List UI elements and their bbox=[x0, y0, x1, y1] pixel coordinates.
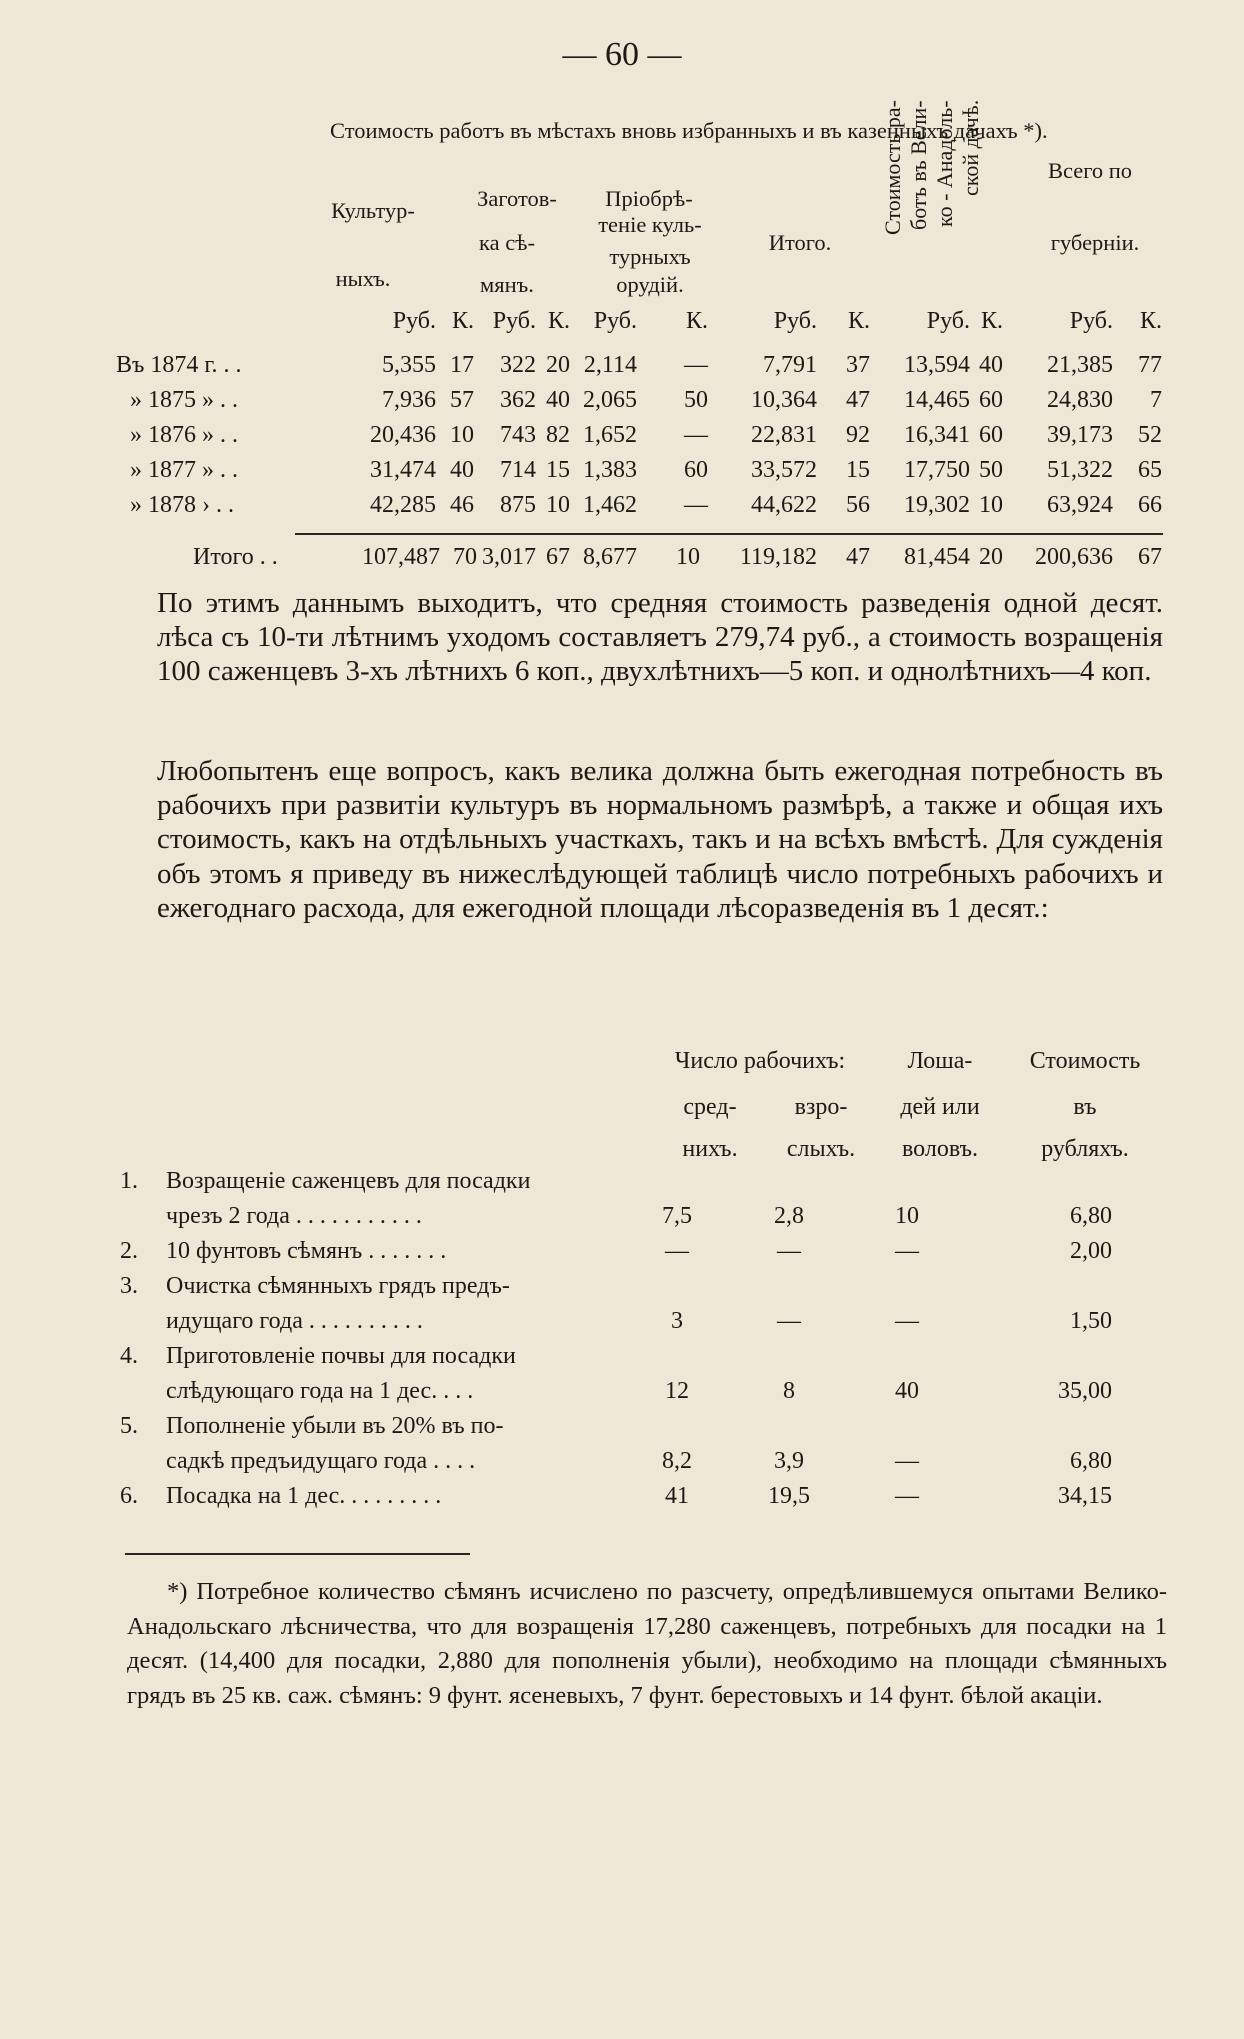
t2-row-label: Приготовленіе почвы для посадки bbox=[166, 1343, 516, 1369]
table1-cell: 47 bbox=[846, 387, 870, 413]
table1-cell: 15 bbox=[846, 457, 870, 483]
table1-cell: 46 bbox=[450, 492, 474, 518]
col-header-tools-d: орудій. bbox=[616, 272, 684, 297]
unit-rub: Руб. bbox=[926, 308, 970, 334]
table1-group-header: Стоимость работъ въ мѣстахъ вновь избранныхъ и въ казенныхъ дачахъ *). bbox=[330, 118, 1048, 143]
col-header-cultures-a: Культур- bbox=[331, 198, 415, 223]
t2-row-label-cont: садкѣ предъидущаго года . . . . bbox=[166, 1448, 476, 1474]
total-cell: 3,017 bbox=[482, 544, 536, 570]
t2-value-cell: — bbox=[777, 1238, 801, 1264]
table1-cell: 39,173 bbox=[1047, 422, 1113, 448]
unit-kop: К. bbox=[847, 308, 870, 334]
t2-header-horses-c: воловъ. bbox=[902, 1136, 978, 1162]
t2-value-cell: 34,15 bbox=[1058, 1483, 1112, 1509]
t2-value-cell: 2,8 bbox=[774, 1203, 804, 1229]
table1-cell: 7 bbox=[1150, 387, 1162, 413]
t2-row-number: 1. bbox=[120, 1168, 138, 1194]
table1-cell: — bbox=[684, 492, 708, 518]
t2-value-cell: 2,00 bbox=[1070, 1238, 1112, 1264]
row-year-label: » 1875 » . . bbox=[130, 387, 238, 413]
t2-value-cell: 19,5 bbox=[768, 1483, 810, 1509]
total-cell: 20 bbox=[979, 544, 1003, 570]
table1-cell: 40 bbox=[979, 352, 1003, 378]
t2-value-cell: — bbox=[895, 1238, 919, 1264]
col-header-seeds-c: мянъ. bbox=[480, 272, 534, 297]
table1-cell: 15 bbox=[546, 457, 570, 483]
table1-cell: 875 bbox=[500, 492, 536, 518]
t2-row-label: Посадка на 1 дес. . . . . . . . . bbox=[166, 1483, 442, 1509]
unit-rub: Руб. bbox=[593, 308, 637, 334]
footnote-separator bbox=[125, 1553, 470, 1555]
t2-header-cost-a: Стоимость bbox=[1029, 1048, 1141, 1074]
table1-cell: 40 bbox=[450, 457, 474, 483]
t2-header-horses-a: Лоша- bbox=[907, 1048, 973, 1074]
t2-header-horses-b: дей или bbox=[900, 1094, 980, 1120]
table1-cell: 24,830 bbox=[1047, 387, 1113, 413]
footnote-text: *) Потребное количество сѣмянъ исчислено по разсчету, опредѣлившемуся опытами Велико-Анадольскаго лѣсничества, что для возращенія 17,280 саженцевъ, потребныхъ для посадки на 1 десят. (14,400 для посадки, 2,880 для пополненія убыли), необходимо на площади сѣмянныхъ грядъ въ 25 кв. саж. сѣмянъ: 9 фунт. ясеневыхъ, 7 фунт. берестовыхъ и 14 фунт. бѣлой акаціи. bbox=[127, 1578, 1167, 1709]
paragraph-1 bbox=[157, 586, 1163, 689]
t2-row-label: Очистка сѣмянныхъ грядъ предъ- bbox=[166, 1273, 510, 1299]
table1-cell: 42,285 bbox=[370, 492, 436, 518]
footnote bbox=[127, 1575, 1167, 1713]
table1-cell: 37 bbox=[846, 352, 870, 378]
table1-cell: 322 bbox=[500, 352, 536, 378]
table1-cell: 20,436 bbox=[370, 422, 436, 448]
col-header-anadol-d: ской дачѣ. bbox=[958, 100, 983, 197]
table1-cell: 50 bbox=[684, 387, 708, 413]
t2-header-cost-b: въ bbox=[1073, 1094, 1097, 1120]
row-year-label: » 1878 › . . bbox=[130, 492, 234, 518]
table1-cell: 21,385 bbox=[1047, 352, 1113, 378]
t2-header-workers: Число рабочихъ: bbox=[674, 1048, 846, 1074]
table1-cell: 10 bbox=[979, 492, 1003, 518]
table1-sum-rule bbox=[295, 533, 1163, 535]
row-year-label: » 1877 » . . bbox=[130, 457, 238, 483]
unit-kop: К. bbox=[451, 308, 474, 334]
table1-cell: — bbox=[684, 352, 708, 378]
t2-value-cell: — bbox=[895, 1483, 919, 1509]
total-cell: 119,182 bbox=[739, 544, 817, 570]
t2-value-cell: — bbox=[895, 1308, 919, 1334]
table1-cell: 19,302 bbox=[904, 492, 970, 518]
t2-value-cell: 3,9 bbox=[774, 1448, 804, 1474]
table1-cell: 60 bbox=[684, 457, 708, 483]
t2-row-number: 6. bbox=[120, 1483, 138, 1509]
table1-cell: 14,465 bbox=[904, 387, 970, 413]
row-year-label: Въ 1874 г. . . bbox=[116, 352, 242, 378]
col-header-anadol-b: ботъ въ Вели- bbox=[906, 100, 931, 230]
t2-value-cell: 10 bbox=[895, 1203, 919, 1229]
total-cell: 8,677 bbox=[583, 544, 637, 570]
table1-cell: 33,572 bbox=[751, 457, 817, 483]
table1-cell: 2,114 bbox=[583, 352, 637, 378]
paragraph-2-text: Любопытенъ еще вопросъ, какъ велика должна быть ежегодная потребность въ рабочихъ при развитіи культуръ въ нормальномъ размѣрѣ, а также и общая ихъ стоимость, какъ на отдѣльныхъ участкахъ, такъ и на всѣхъ вмѣстѣ. Для сужденія объ этомъ я приведу въ нижеслѣдующей таблицѣ число потребныхъ рабочихъ и ежегоднаго расхода, для ежегодной площади лѣсоразведенія въ 1 десят.: bbox=[157, 755, 1163, 924]
table1-cell: 714 bbox=[500, 457, 536, 483]
table1-cell: 44,622 bbox=[751, 492, 817, 518]
table1-cell: 10 bbox=[450, 422, 474, 448]
table1-cell: 10,364 bbox=[751, 387, 817, 413]
t2-value-cell: 8 bbox=[783, 1378, 795, 1404]
col-header-tools-b: теніе куль- bbox=[598, 212, 702, 237]
table1-cell: 16,341 bbox=[904, 422, 970, 448]
t2-row-number: 4. bbox=[120, 1343, 138, 1369]
t2-value-cell: 8,2 bbox=[662, 1448, 692, 1474]
table1-cell: 17,750 bbox=[904, 457, 970, 483]
table1-cell: 2,065 bbox=[583, 387, 637, 413]
page-number: — 60 — bbox=[562, 36, 682, 73]
t2-value-cell: 6,80 bbox=[1070, 1448, 1112, 1474]
total-cell: 67 bbox=[546, 544, 570, 570]
table1-cell: 1,652 bbox=[583, 422, 637, 448]
t2-row-number: 2. bbox=[120, 1238, 138, 1264]
unit-kop: К. bbox=[685, 308, 708, 334]
total-label: Итого . . bbox=[193, 544, 278, 570]
t2-value-cell: 35,00 bbox=[1058, 1378, 1112, 1404]
col-header-anadol-a: Стоимость ра- bbox=[880, 100, 905, 235]
total-cell: 67 bbox=[1138, 544, 1162, 570]
total-cell: 81,454 bbox=[904, 544, 970, 570]
unit-rub: Руб. bbox=[1069, 308, 1113, 334]
unit-kop: К. bbox=[980, 308, 1003, 334]
total-cell: 107,487 bbox=[362, 544, 440, 570]
col-header-total: Итого. bbox=[768, 230, 832, 255]
table1-cell: 31,474 bbox=[370, 457, 436, 483]
t2-row-number: 5. bbox=[120, 1413, 138, 1439]
unit-kop: К. bbox=[547, 308, 570, 334]
row-year-label: » 1876 » . . bbox=[130, 422, 238, 448]
col-header-seeds-a: Заготов- bbox=[477, 186, 557, 211]
col-header-tools-a: Пріобрѣ- bbox=[605, 186, 693, 211]
t2-row-label-cont: чрезъ 2 года . . . . . . . . . . . bbox=[166, 1203, 422, 1229]
col-header-province-b: губерніи. bbox=[1050, 230, 1140, 255]
t2-value-cell: — bbox=[895, 1448, 919, 1474]
t2-value-cell: 12 bbox=[665, 1378, 689, 1404]
t2-header-mid-a: сред- bbox=[683, 1094, 737, 1120]
table1-cell: 63,924 bbox=[1047, 492, 1113, 518]
total-cell: 70 bbox=[453, 544, 477, 570]
table1-cell: 1,462 bbox=[583, 492, 637, 518]
table1-cell: 56 bbox=[846, 492, 870, 518]
table1-cell: 52 bbox=[1138, 422, 1162, 448]
table1-cell: 13,594 bbox=[904, 352, 970, 378]
t2-header-adult-a: взро- bbox=[794, 1094, 848, 1120]
t2-header-adult-b: слыхъ. bbox=[786, 1136, 856, 1162]
table1-cell: 20 bbox=[546, 352, 570, 378]
table1-cell: 7,791 bbox=[763, 352, 817, 378]
table1-cell: 50 bbox=[979, 457, 1003, 483]
t2-value-cell: — bbox=[777, 1308, 801, 1334]
t2-header-mid-b: нихъ. bbox=[682, 1136, 738, 1162]
col-header-seeds-b: ка сѣ- bbox=[479, 230, 535, 255]
table1-cell: 82 bbox=[546, 422, 570, 448]
col-header-tools-c: турныхъ bbox=[609, 244, 691, 269]
t2-value-cell: 3 bbox=[671, 1308, 683, 1334]
t2-value-cell: 6,80 bbox=[1070, 1203, 1112, 1229]
col-header-province-a: Всего по bbox=[1047, 158, 1133, 183]
unit-rub: Руб. bbox=[492, 308, 536, 334]
t2-value-cell: 40 bbox=[895, 1378, 919, 1404]
table1-cell: 40 bbox=[546, 387, 570, 413]
table1-cell: 65 bbox=[1138, 457, 1162, 483]
t2-value-cell: 7,5 bbox=[662, 1203, 692, 1229]
t2-row-label: 10 фунтовъ сѣмянъ . . . . . . . bbox=[166, 1238, 447, 1264]
t2-row-label: Пополненіе убыли въ 20% въ по- bbox=[166, 1413, 504, 1439]
table1-cell: 77 bbox=[1138, 352, 1162, 378]
t2-row-label-cont: слѣдующаго года на 1 дес. . . . bbox=[166, 1378, 474, 1404]
table1-cell: 22,831 bbox=[751, 422, 817, 448]
total-cell: 47 bbox=[846, 544, 870, 570]
table1-cell: 66 bbox=[1138, 492, 1162, 518]
table1-cell: 57 bbox=[450, 387, 474, 413]
table1-cell: 1,383 bbox=[583, 457, 637, 483]
t2-row-number: 3. bbox=[120, 1273, 138, 1299]
table1-cell: 5,355 bbox=[382, 352, 436, 378]
t2-row-label-cont: идущаго года . . . . . . . . . . bbox=[166, 1308, 423, 1334]
col-header-anadol-c: ко - Анадоль- bbox=[932, 100, 957, 227]
paragraph-2 bbox=[157, 754, 1163, 925]
table1-cell: 51,322 bbox=[1047, 457, 1113, 483]
table1-cell: 60 bbox=[979, 422, 1003, 448]
unit-kop: К. bbox=[1139, 308, 1162, 334]
table1-cell: 92 bbox=[846, 422, 870, 448]
total-cell: 200,636 bbox=[1035, 544, 1113, 570]
table1-cell: 362 bbox=[500, 387, 536, 413]
table1-cell: 10 bbox=[546, 492, 570, 518]
unit-rub: Руб. bbox=[773, 308, 817, 334]
t2-row-label: Возращеніе саженцевъ для посадки bbox=[166, 1168, 531, 1194]
table1-cell: 7,936 bbox=[382, 387, 436, 413]
table1-cell: 17 bbox=[450, 352, 474, 378]
total-cell: 10 bbox=[676, 544, 700, 570]
table1-cell: — bbox=[684, 422, 708, 448]
t2-header-cost-c: рубляхъ. bbox=[1041, 1136, 1129, 1162]
table1-cell: 60 bbox=[979, 387, 1003, 413]
unit-rub: Руб. bbox=[392, 308, 436, 334]
table1-cell: 743 bbox=[500, 422, 536, 448]
paragraph-1-text: По этимъ даннымъ выходитъ, что средняя стоимость разведенія одной десят. лѣса съ 10-ти лѣтнимъ уходомъ составляетъ 279,74 руб., а стоимость возращенія 100 саженцевъ 3-хъ лѣтнихъ 6 коп., двухлѣтнихъ—5 коп. и однолѣтнихъ—4 коп. bbox=[157, 587, 1163, 688]
col-header-cultures-b: ныхъ. bbox=[335, 266, 391, 291]
t2-value-cell: 41 bbox=[665, 1483, 689, 1509]
t2-value-cell: — bbox=[665, 1238, 689, 1264]
t2-value-cell: 1,50 bbox=[1070, 1308, 1112, 1334]
